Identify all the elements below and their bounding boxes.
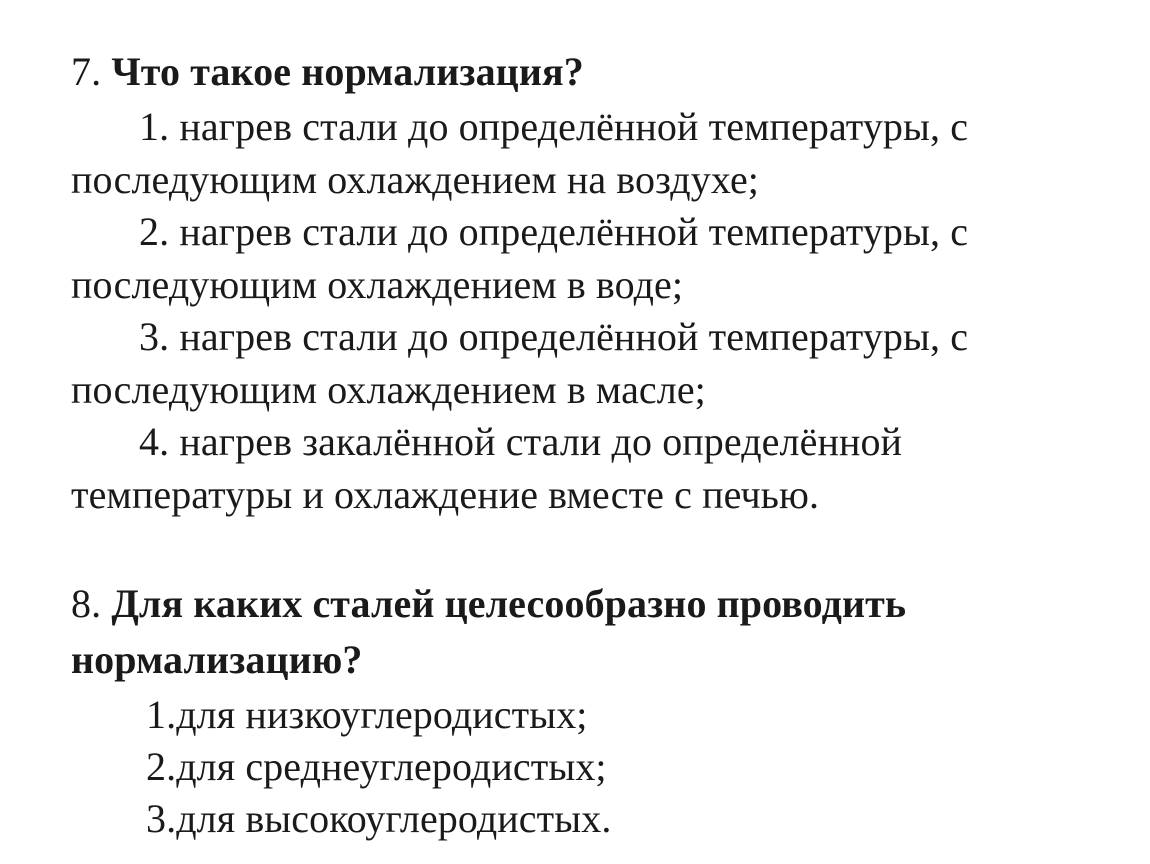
q7-option-2-line-2: последующим охлаждением в воде; — [71, 262, 684, 307]
q7-option-3-number: 3. — [139, 314, 170, 359]
question-8-text-line-2: нормализацию? — [71, 637, 363, 682]
q7-option-1-number: 1. — [139, 104, 170, 149]
q7-option-1-text: нагрев стали до определённой температуры, с — [179, 104, 969, 149]
q7-option-1-line-1 — [139, 101, 968, 153]
q7-option-4-text: нагрев закалённой стали до определённой — [179, 419, 903, 464]
q7-option-1-line-2: последующим охлаждением на воздухе; — [71, 157, 760, 202]
q7-option-4-line-2: температуры и охлаждение вместе с печью. — [71, 472, 820, 517]
q7-option-3-line-1 — [139, 311, 968, 363]
question-7-heading — [71, 46, 584, 98]
q8-option-2-number: 2. — [146, 744, 177, 789]
question-8-text-line-1: Для каких сталей целесообразно проводить — [111, 581, 907, 626]
question-8-number: 8. — [71, 581, 102, 626]
q7-option-2-text: нагрев стали до определённой температуры, с — [179, 209, 969, 254]
q8-option-2-text: для среднеуглеродистых; — [176, 744, 607, 789]
q7-option-4-line-1 — [139, 416, 902, 468]
q8-option-1-number: 1. — [146, 692, 177, 737]
q8-option-3-text: для высокоуглеродистых. — [176, 796, 612, 841]
q7-option-3-text: нагрев стали до определённой температуры, с — [179, 314, 969, 359]
q8-option-1 — [146, 689, 588, 741]
q8-option-2 — [146, 741, 607, 793]
question-8-heading — [71, 578, 906, 630]
q7-option-2-number: 2. — [139, 209, 170, 254]
q8-option-1-text: для низкоуглеродистых; — [176, 692, 588, 737]
question-7-text: Что такое нормализация? — [111, 49, 584, 94]
q7-option-3-line-2: последующим охлаждением в масле; — [71, 367, 706, 412]
q7-option-4-number: 4. — [139, 419, 170, 464]
q8-option-3 — [146, 793, 611, 845]
q8-option-3-number: 3. — [146, 796, 177, 841]
q7-option-2-line-1 — [139, 206, 968, 258]
question-7-number: 7. — [71, 49, 102, 94]
